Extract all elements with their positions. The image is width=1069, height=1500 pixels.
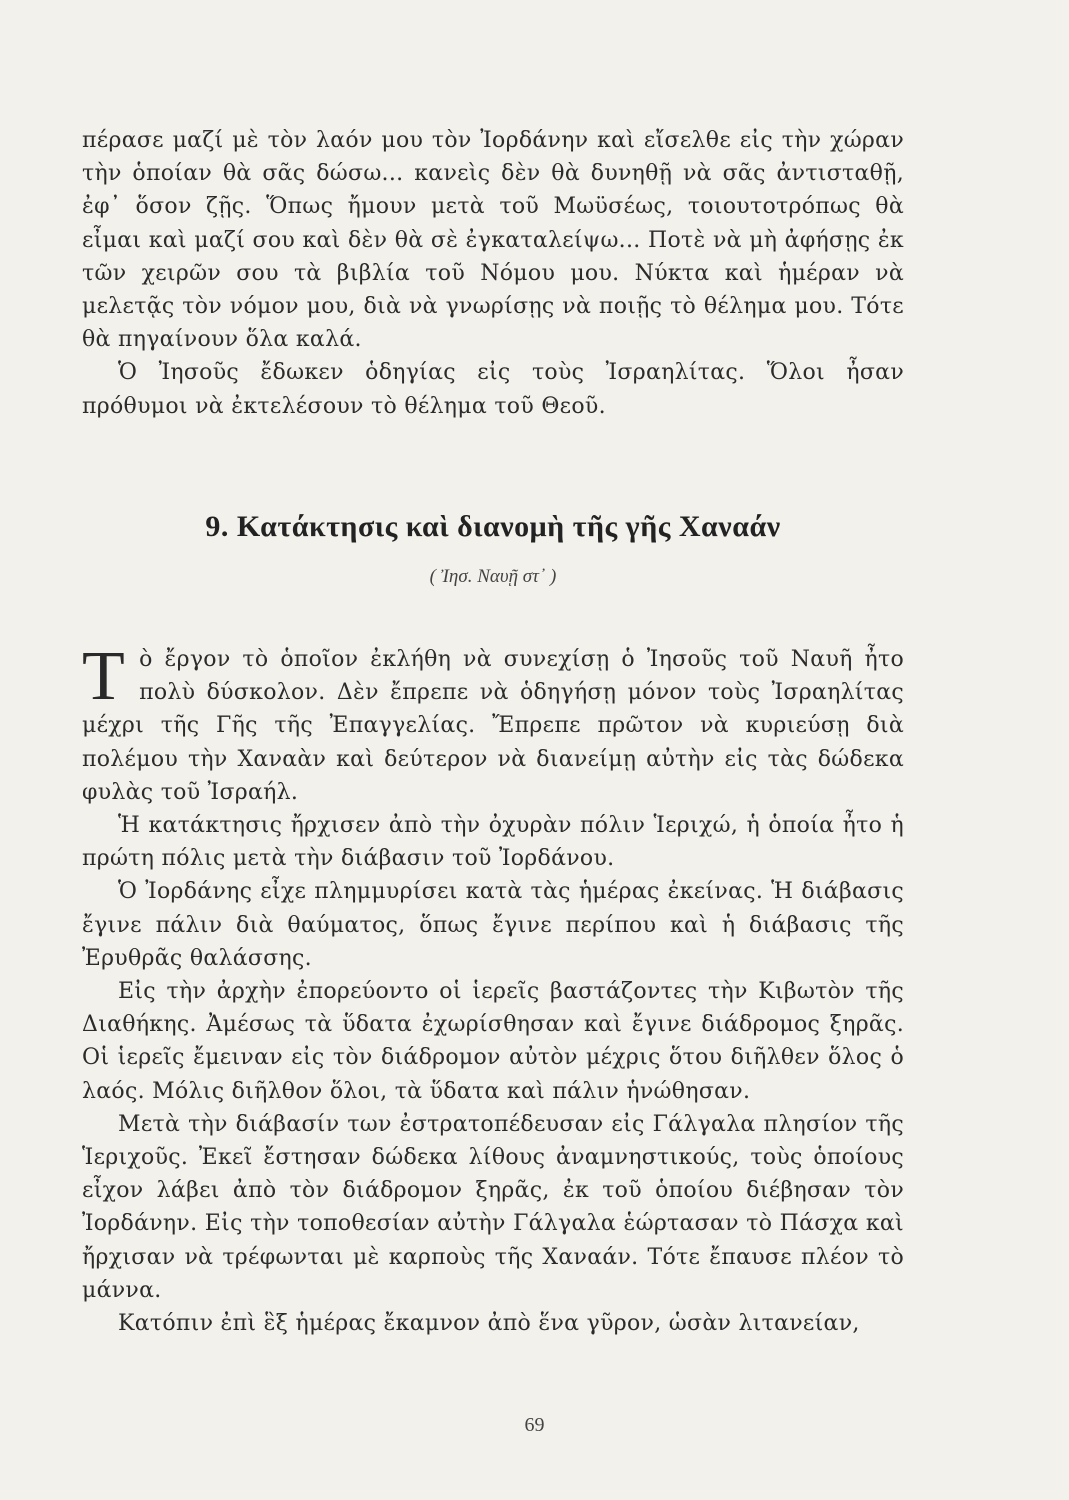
- page-number: 69: [524, 1414, 545, 1436]
- section-reference: ( Ἰησ. Ναυῇ στ᾽ ): [429, 566, 557, 587]
- section-title: 9. Κατάκτησις καὶ διανομὴ τῆς γῆς Χαναάν: [205, 510, 781, 543]
- first-paragraph-text: ὸ ἔργον τὸ ὁποῖον ἐκλήθη νὰ συνεχίσῃ ὁ Ἰησοῦς τοῦ Ναυῆ ἦτο πολὺ δύσκολον. Δὲν ἔπρεπε νὰ ὁδηγήσῃ μόνον τοὺς Ἰσραηλίτας μέχρι τῆς Γῆς τῆς Ἐπαγγελίας. Ἔπρεπε πρῶτον νὰ κυριεύσῃ διὰ πολέμου τὴν Χαναὰν καὶ δεύτερον νὰ διανείμῃ αὐτὴν εἰς τὰς δώδεκα φυλὰς τοῦ Ἰσραήλ.: [82, 647, 904, 805]
- section-text: [82, 638, 904, 1340]
- intro-paragraph-2: Ὁ Ἰησοῦς ἔδωκεν ὁδηγίας εἰς τοὺς Ἰσραηλίτας. Ὅλοι ἦσαν πρόθυμοι νὰ ἐκτελέσουν τὸ θέλημα τοῦ Θεοῦ.: [82, 360, 904, 419]
- section-paragraph-4: Εἰς τὴν ἀρχὴν ἐπορεύοντο οἱ ἱερεῖς βαστάζοντες τὴν Κιβωτὸν τῆς Διαθήκης. Ἀμέσως τὰ ὕδατα ἐχωρίσθησαν καὶ ἔγινε διάδρομος ξηρᾶς. Οἱ ἱερεῖς ἔμειναν εἰς τὸν διάδρομον αὐτὸν μέχρις ὅτου διῆλθεν ὅλος ὁ λαός. Μόλις διῆλθον ὅλοι, τὰ ὕδατα καὶ πάλιν ἡνώθησαν.: [82, 979, 904, 1104]
- section-first-paragraph: [82, 638, 904, 809]
- section-paragraph-3: Ὁ Ἰορδάνης εἶχε πλημμυρίσει κατὰ τὰς ἡμέρας ἐκείνας. Ἡ διάβασις ἔγινε πάλιν διὰ θαύματος, ὅπως ἔγινε περίπου καὶ ἡ διάβασις τῆς Ἐρυθρᾶς θαλάσσης.: [82, 879, 904, 971]
- section-paragraph-6: Κατόπιν ἐπὶ ἓξ ἡμέρας ἔκαμνον ἀπὸ ἕνα γῦρον, ὡσὰν λιτανείαν,: [118, 1311, 860, 1337]
- section-paragraph-5: Μετὰ τὴν διάβασίν των ἐστρατοπέδευσαν εἰς Γάλγαλα πλησίον τῆς Ἱεριχοῦς. Ἐκεῖ ἔστησαν δώδεκα λίθους ἀναμνηστικούς, τοὺς ὁποίους εἶχον λάβει ἀπὸ τὸν διάδρομον ξηρᾶς, ἐκ τοῦ ὁποίου διέβησαν τὸν Ἰορδάνην. Εἰς τὴν τοποθεσίαν αὐτὴν Γάλγαλα ἑώρτασαν τὸ Πάσχα καὶ ἤρχισαν νὰ τρέφωνται μὲ καρποὺς τῆς Χαναάν. Τότε ἔπαυσε πλέον τὸ μάννα.: [82, 1111, 904, 1303]
- section-paragraph-2: Ἡ κατάκτησις ἤρχισεν ἀπὸ τὴν ὀχυρὰν πόλιν Ἱεριχώ, ἡ ὁποία ἦτο ἡ πρώτη πόλις μετὰ τὴν διάβασιν τοῦ Ἰορδάνου.: [82, 813, 904, 872]
- intro-paragraph-1: πέρασε μαζί μὲ τὸν λαόν μου τὸν Ἰορδάνην καὶ εἴσελθε εἰς τὴν χώραν τὴν ὁποίαν θὰ σᾶς δώσω... κανεὶς δὲν θὰ δυνηθῇ νὰ σᾶς ἀντισταθῇ, ἐφ᾽ ὅσον ζῇς. Ὅπως ἤμουν μετὰ τοῦ Μωϋσέως, τοιουτοτρόπως θὰ εἶμαι καὶ μαζί σου καὶ δὲν θὰ σὲ ἐγκαταλείψω... Ποτὲ νὰ μὴ ἀφήσῃς ἐκ τῶν χειρῶν σου τὰ βιβλία τοῦ Νόμου μου. Νύκτα καὶ ἡμέραν νὰ μελετᾷς τὸν νόμον μου, διὰ νὰ γνωρίσῃς νὰ ποιῇς τὸ θέλημα μου. Τότε θὰ πηγαίνουν ὅλα καλά.: [82, 128, 904, 353]
- drop-cap-letter: Τ: [82, 638, 126, 715]
- intro-text: [82, 124, 904, 423]
